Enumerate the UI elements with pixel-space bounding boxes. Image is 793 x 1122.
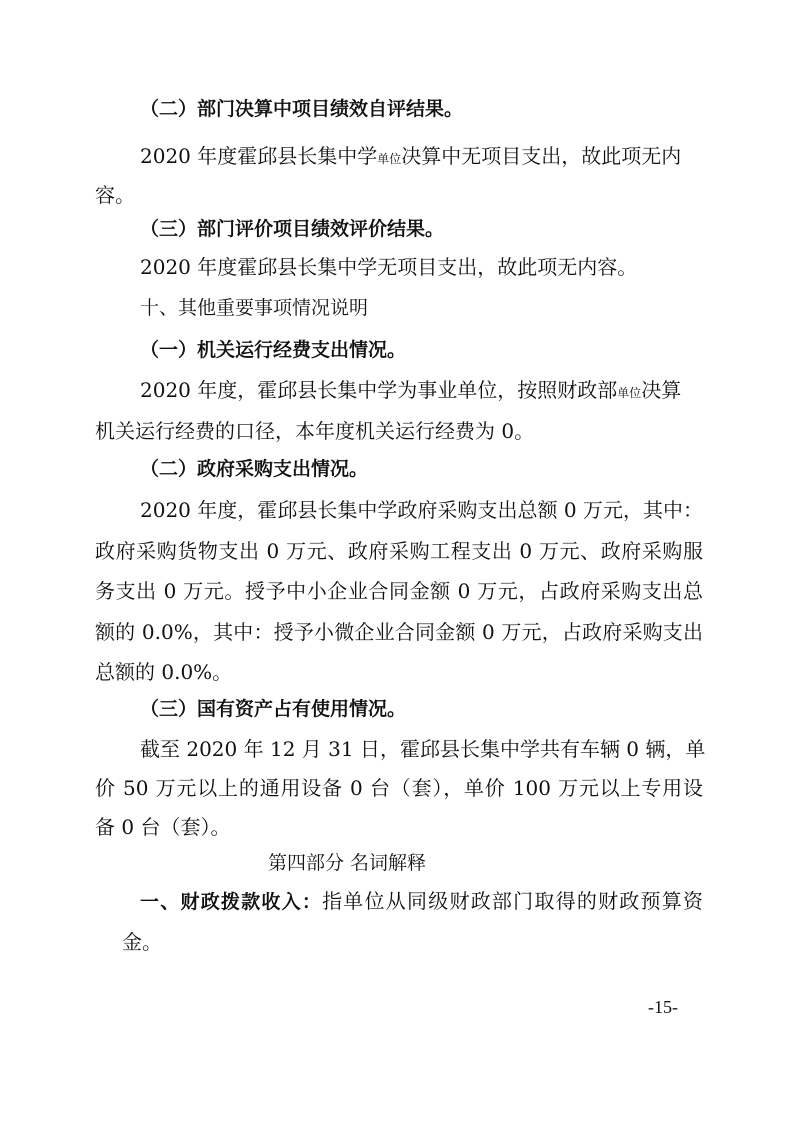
paragraph-line: 备 0 台（套）。 xyxy=(95,815,231,839)
paragraph-line: 2020 年度霍邱县长集中学无项目支出，故此项无内容。 xyxy=(140,255,638,279)
paragraph-line xyxy=(95,579,703,603)
small-note-text: 单位 xyxy=(617,386,642,400)
heading-project-evaluation: （三）部门评价项目绩效评价结果。 xyxy=(140,218,445,240)
paragraph-line xyxy=(140,889,703,914)
small-note-text: 单位 xyxy=(377,152,402,166)
paragraph-text: 2020 年度，霍邱县长集中学为事业单位，按照财政部 xyxy=(140,378,618,402)
paragraph-text: 截至 2020 年 12 月 31 日，霍邱县长集中学共有车辆 0 辆，单 xyxy=(140,737,706,761)
paragraph-line xyxy=(95,620,703,644)
paragraph-text: 决算 xyxy=(641,378,682,402)
paragraph-text: 务支出 0 万元。授予中小企业合同金额 0 万元，占政府采购支出总 xyxy=(95,579,703,603)
paragraph-text: 额的 0.0%，其中：授予小微企业合同金额 0 万元，占政府采购支出 xyxy=(95,620,703,644)
paragraph-line xyxy=(95,539,703,563)
page-number: -15- xyxy=(648,997,678,1017)
paragraph-line xyxy=(140,378,681,405)
paragraph-text: 政府采购货物支出 0 万元、政府采购工程支出 0 万元、政府采购服 xyxy=(95,539,703,563)
paragraph-line: 机关运行经费的口径，本年度机关运行经费为 0。 xyxy=(95,419,535,443)
paragraph-line xyxy=(95,776,703,800)
paragraph-text: 2020 年度霍邱县长集中学 xyxy=(140,144,378,168)
paragraph-line: 容。 xyxy=(95,183,135,207)
part-title-glossary: 第四部分 名词解释 xyxy=(268,852,427,874)
glossary-definition: 指单位从同级财政部门取得的财政预算资 xyxy=(322,889,703,913)
paragraph-text: 价 50 万元以上的通用设备 0 台（套），单价 100 万元以上专用设 xyxy=(95,776,703,800)
paragraph-text: 决算中无项目支出，故此项无内 xyxy=(401,144,682,168)
heading-operating-expenses: （一）机关运行经费支出情况。 xyxy=(140,339,407,361)
heading-project-self-evaluation: （二）部门决算中项目绩效自评结果。 xyxy=(140,98,464,120)
glossary-term: 一、财政拨款收入： xyxy=(140,891,323,913)
paragraph-line xyxy=(140,737,706,761)
paragraph-line xyxy=(140,498,703,522)
section-title-other-matters: 十、其他重要事项情况说明 xyxy=(140,297,369,319)
heading-state-assets: （三）国有资产占有使用情况。 xyxy=(140,698,407,720)
glossary-entry xyxy=(140,889,703,914)
heading-government-procurement: （二）政府采购支出情况。 xyxy=(140,458,369,480)
paragraph-text: 2020 年度，霍邱县长集中学政府采购支出总额 0 万元，其中： xyxy=(140,498,703,522)
paragraph-line: 总额的 0.0%。 xyxy=(95,660,233,684)
paragraph-line xyxy=(140,144,681,171)
paragraph-line: 金。 xyxy=(122,930,162,954)
